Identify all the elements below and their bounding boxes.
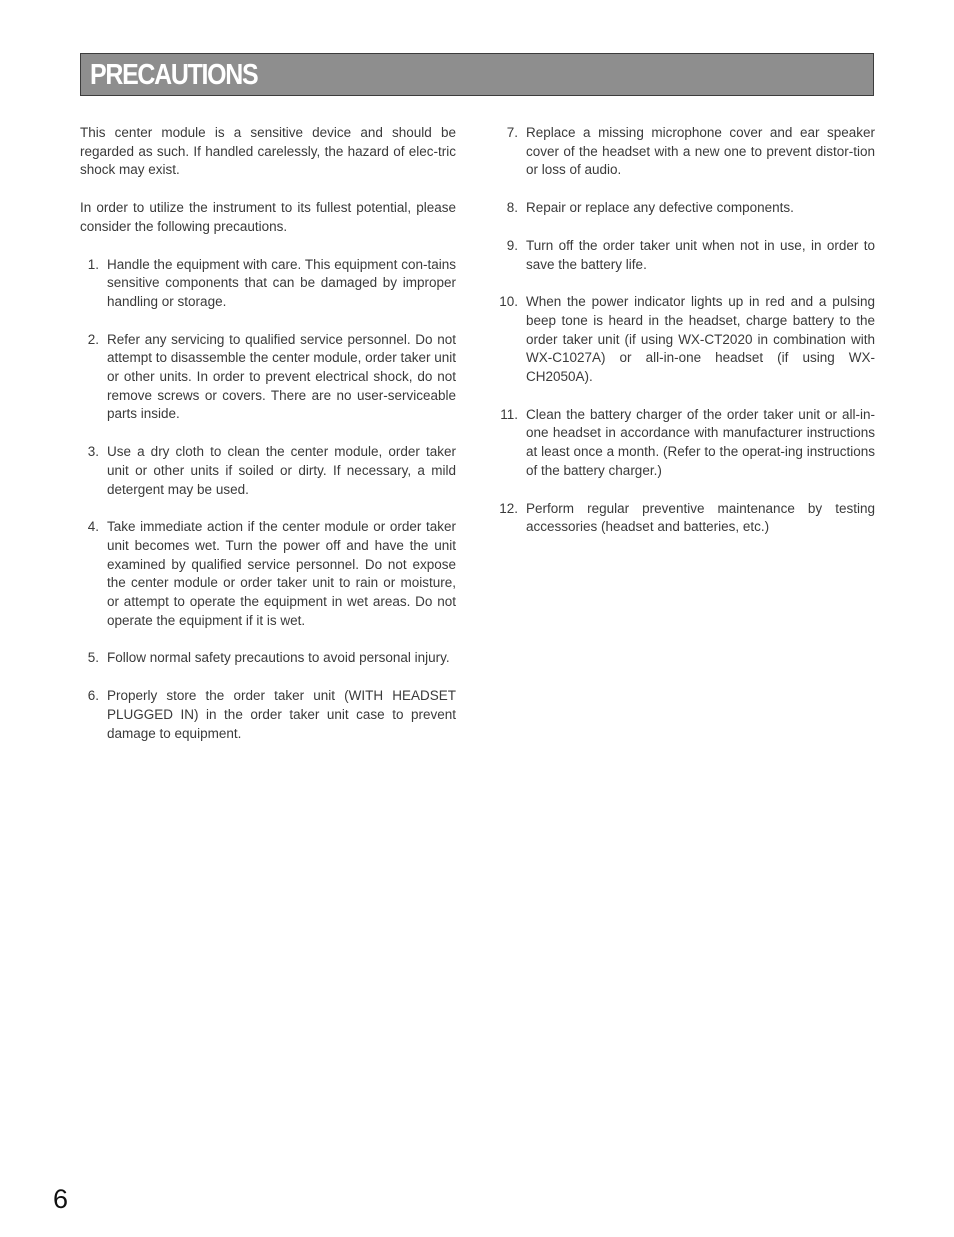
precaution-item-12	[499, 500, 875, 537]
item-number: 3.	[87, 444, 99, 460]
item-text: Replace a missing microphone cover and ear speaker cover of the headset with a new one to prevent distor-tion or loss of audio.	[526, 125, 875, 178]
item-text: Use a dry cloth to clean the center module, order taker unit or other units if soiled or dirty. If necessary, a mild detergent may be used.	[107, 444, 456, 497]
item-text: Turn off the order taker unit when not in use, in order to save the battery life.	[526, 237, 875, 272]
item-number: 11.	[500, 406, 518, 422]
precaution-item-7	[499, 124, 875, 180]
item-text: Follow normal safety precautions to avoid personal injury.	[107, 650, 450, 666]
item-text: Properly store the order taker unit (WITH HEADSET PLUGGED IN) in the order taker unit case to prevent damage to equipment.	[107, 688, 456, 741]
precaution-item-11	[499, 406, 875, 481]
precaution-item-9	[499, 237, 875, 274]
item-text: When the power indicator lights up in red and a pulsing beep tone is heard in the headset, charge battery to the order taker unit (if using WX-CT2020 in combination with WX-C1027A) or all-in-one headset (if using WX-CH2050A).	[526, 294, 875, 385]
item-number: 7.	[506, 125, 518, 140]
item-text: Perform regular preventive maintenance by testing accessories (headset and batteries, etc.)	[526, 500, 875, 535]
precaution-item-10	[499, 293, 875, 387]
item-text: Handle the equipment with care. This equipment con-tains sensitive components that can be damaged by improper handling or storage.	[107, 256, 456, 309]
item-text: Take immediate action if the center module or order taker unit becomes wet. Turn the power off and have the unit examined by qualified service personnel. Do not expose the center module or order taker unit to rain or moisture, or attempt to operate the equipment in wet areas. Do not operate the equipment if it is wet.	[107, 519, 456, 628]
item-number: 1.	[87, 256, 99, 272]
item-number: 5.	[87, 650, 99, 666]
page-number: 6	[53, 1184, 69, 1214]
precaution-item-6	[80, 687, 456, 743]
precaution-item-3	[80, 443, 456, 499]
precaution-item-5	[80, 649, 456, 668]
item-text: Refer any servicing to qualified service personnel. Do not attempt to disassemble the center module, order taker unit or other units. In order to prevent electrical shock, do not remove screws or covers. There are no user-serviceable parts inside.	[107, 331, 456, 422]
page-title: PRECAUTIONS	[90, 59, 258, 91]
item-number: 10.	[499, 294, 518, 310]
precaution-item-2	[80, 331, 456, 425]
section-title-bar	[80, 53, 874, 96]
precaution-item-4	[80, 518, 456, 630]
intro-paragraph-1: This center module is a sensitive device and should be regarded as such. If handled carelessly, the hazard of elec-tric shock may exist.	[80, 125, 456, 178]
item-number: 6.	[87, 688, 99, 704]
left-column	[80, 124, 456, 762]
precaution-item-1	[80, 256, 456, 312]
item-text: Repair or replace any defective components.	[526, 200, 794, 216]
intro-paragraph-2: In order to utilize the instrument to its fullest potential, please consider the following precautions.	[80, 200, 456, 234]
item-number: 2.	[87, 331, 99, 347]
right-column	[499, 124, 875, 556]
item-number: 8.	[506, 200, 518, 216]
item-number: 12.	[499, 500, 518, 516]
item-number: 9.	[506, 237, 518, 253]
item-number: 4.	[87, 519, 99, 535]
precaution-item-8	[499, 199, 875, 218]
item-text: Clean the battery charger of the order taker unit or all-in-one headset in accordance with manufacturer instructions at least once a month. (Refer to the operat-ing instructions of the battery charger.)	[526, 406, 875, 478]
